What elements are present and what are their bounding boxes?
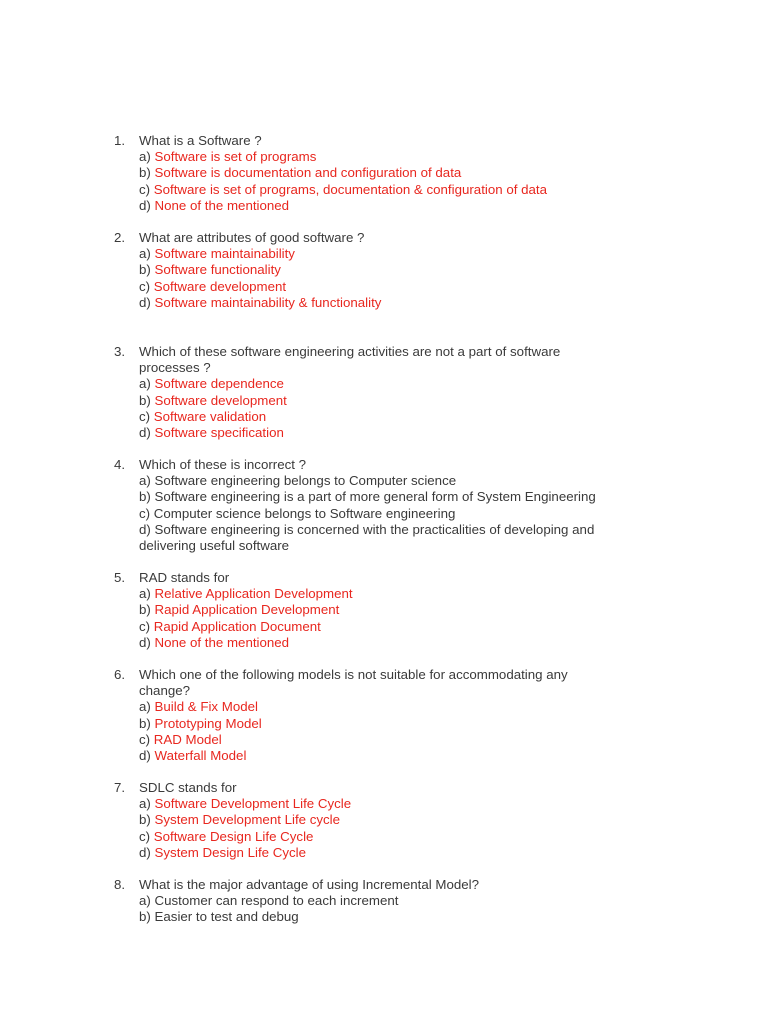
option-d: d) System Design Life Cycle [139, 844, 307, 860]
question-number: 6. [114, 667, 126, 682]
question-text: SDLC stands for [139, 780, 237, 795]
option-a: a) Software is set of programs [139, 149, 317, 165]
option-d: d) Software engineering is concerned with the practicalities of developing and [139, 521, 595, 537]
option-d: d) None of the mentioned [139, 634, 290, 650]
option-a: a) Software maintainability [139, 246, 295, 262]
option-b: b) Software functionality [139, 262, 281, 278]
question-2 [114, 230, 659, 311]
option-c: c) Software development [139, 278, 287, 294]
question-text: What is a Software ? [139, 133, 262, 148]
question-number: 1. [114, 133, 126, 148]
question-text: Which of these is incorrect ? [139, 457, 307, 472]
question-number: 7. [114, 780, 126, 795]
question-5 [114, 570, 659, 651]
option-d: d) None of the mentioned [139, 197, 290, 213]
option-a: a) Build & Fix Model [139, 699, 258, 715]
question-text: RAD stands for [139, 570, 230, 585]
option-c: c) Computer science belongs to Software engineering [139, 505, 456, 521]
option-d: d) Software maintainability & functionality [139, 294, 382, 310]
option-a: a) Software engineering belongs to Computer science [139, 473, 457, 489]
question-text-line-2: processes ? [139, 360, 211, 376]
question-3 [114, 344, 659, 441]
question-8 [114, 877, 659, 926]
option-b: b) Easier to test and debug [139, 909, 299, 925]
option-c: c) Software is set of programs, documentation & configuration of data [139, 181, 547, 197]
option-c: c) Rapid Application Document [139, 618, 321, 634]
option-b: b) Software is documentation and configuration of data [139, 165, 462, 181]
option-b: b) Rapid Application Development [139, 602, 340, 618]
question-text-line-1: Which of these software engineering activities are not a part of software [139, 344, 561, 359]
option-c: c) Software validation [139, 408, 267, 424]
question-number: 4. [114, 457, 126, 472]
option-a: a) Relative Application Development [139, 586, 353, 602]
option-b: b) Prototyping Model [139, 715, 262, 731]
option-b: b) Software development [139, 392, 287, 408]
option-c: c) RAD Model [139, 731, 222, 747]
question-text-line-1: Which one of the following models is not suitable for accommodating any [139, 667, 568, 682]
option-d-continued: delivering useful software [139, 538, 290, 554]
question-text-line-2: change? [139, 683, 191, 699]
question-7 [114, 780, 659, 861]
question-number: 8. [114, 877, 126, 892]
option-d: d) Waterfall Model [139, 748, 247, 764]
question-number: 2. [114, 230, 126, 245]
question-6 [114, 667, 659, 764]
question-number: 5. [114, 570, 126, 585]
question-text: What is the major advantage of using Incremental Model? [139, 877, 479, 892]
question-number: 3. [114, 344, 126, 359]
option-a: a) Software dependence [139, 376, 284, 392]
option-c: c) Software Design Life Cycle [139, 828, 314, 844]
question-1 [114, 133, 659, 214]
option-b: b) System Development Life cycle [139, 812, 341, 828]
option-a: a) Software Development Life Cycle [139, 796, 352, 812]
question-4 [114, 457, 659, 554]
option-a: a) Customer can respond to each increment [139, 893, 399, 909]
question-text: What are attributes of good software ? [139, 230, 365, 245]
option-d: d) Software specification [139, 425, 284, 441]
option-b: b) Software engineering is a part of more general form of System Engineering [139, 489, 596, 505]
